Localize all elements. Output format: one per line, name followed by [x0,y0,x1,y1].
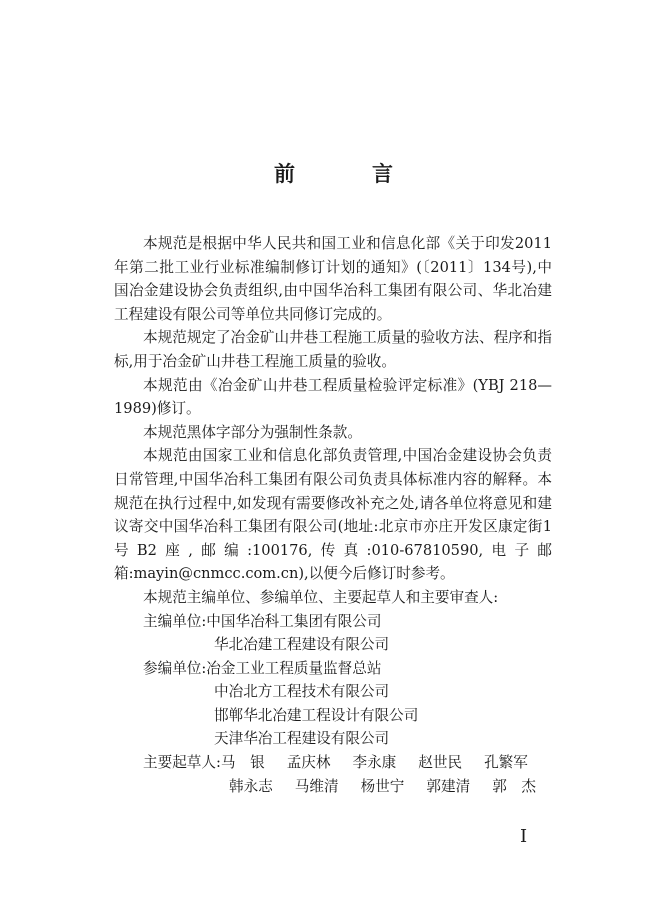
drafter-name: 孔繁军 [484,754,528,772]
drafter-name: 郭 杰 [492,777,536,795]
participating-unit-name: 天津华冶工程建设有限公司 [214,730,390,748]
participating-unit-row [114,727,552,751]
paragraph-origin: 本规范是根据中华人民共和国工业和信息化部《关于印发2011年第二批工业行业标准编制修订计划的通知》(〔2011〕134号),中国冶金建设协会负责组织,由中国华冶科工集团有限公司、华北冶建工程建设有限公司等单位共同修订完成的。 [114,235,552,323]
drafter-name: 李永康 [352,754,397,772]
drafters-row [114,775,552,799]
participating-unit-name: 中冶北方工程技术有限公司 [214,683,390,701]
chief-unit-name: 中国华冶科工集团有限公司 [206,612,382,630]
paragraph-mandatory: 本规范黑体字部分为强制性条款。 [143,423,362,441]
paragraph-units-intro: 本规范主编单位、参编单位、主要起草人和主要审查人: [143,588,499,606]
chief-unit-name: 华北冶建工程建设有限公司 [214,636,390,654]
drafters-label: 主要起草人: [143,754,221,772]
drafter-name: 孟庆林 [286,754,331,772]
chief-unit-row [114,633,552,657]
drafter-name: 马维清 [294,777,339,795]
drafters-row [114,751,552,775]
paragraph-revision: 本规范由《冶金矿山井巷工程质量检验评定标准》(YBJ 218—1989)修订。 [114,376,552,418]
drafter-name: 马 银 [220,754,265,772]
drafter-name: 赵世民 [418,754,463,772]
participating-unit-name: 邯郸华北冶建工程设计有限公司 [214,706,419,724]
drafter-name: 韩永志 [229,777,273,795]
paragraph-scope: 本规范规定了冶金矿山井巷工程施工质量的验收方法、程序和指标,用于冶金矿山井巷工程施工质量的验收。 [114,329,552,370]
drafter-name: 郭建清 [426,777,471,795]
page-title: 前 言 [274,162,421,186]
participating-unit-label: 参编单位: [143,659,207,677]
chief-unit-row [114,610,552,634]
participating-unit-name: 冶金工业工程质量监督总站 [206,659,382,677]
participating-unit-row [114,657,552,681]
participating-unit-row [114,704,552,728]
drafter-name: 杨世宁 [360,777,405,795]
preface-body [114,232,552,798]
participating-unit-row [114,680,552,704]
chief-unit-label: 主编单位: [143,612,207,630]
page-number: I [520,826,528,847]
paragraph-management: 本规范由国家工业和信息化部负责管理,中国冶金建设协会负责日常管理,中国华冶科工集团有限公司负责具体标准内容的解释。本规范在执行过程中,如发现有需要修改补充之处,请各单位将意见和建议寄交中国华冶科工集团有限公司(地址:北京市亦庄开发区康定街1号B2座,邮编:100176,传真:010-67810590,电子邮箱:mayin@cnmcc.com.cn),以便今后修订时参考。 [114,447,552,583]
